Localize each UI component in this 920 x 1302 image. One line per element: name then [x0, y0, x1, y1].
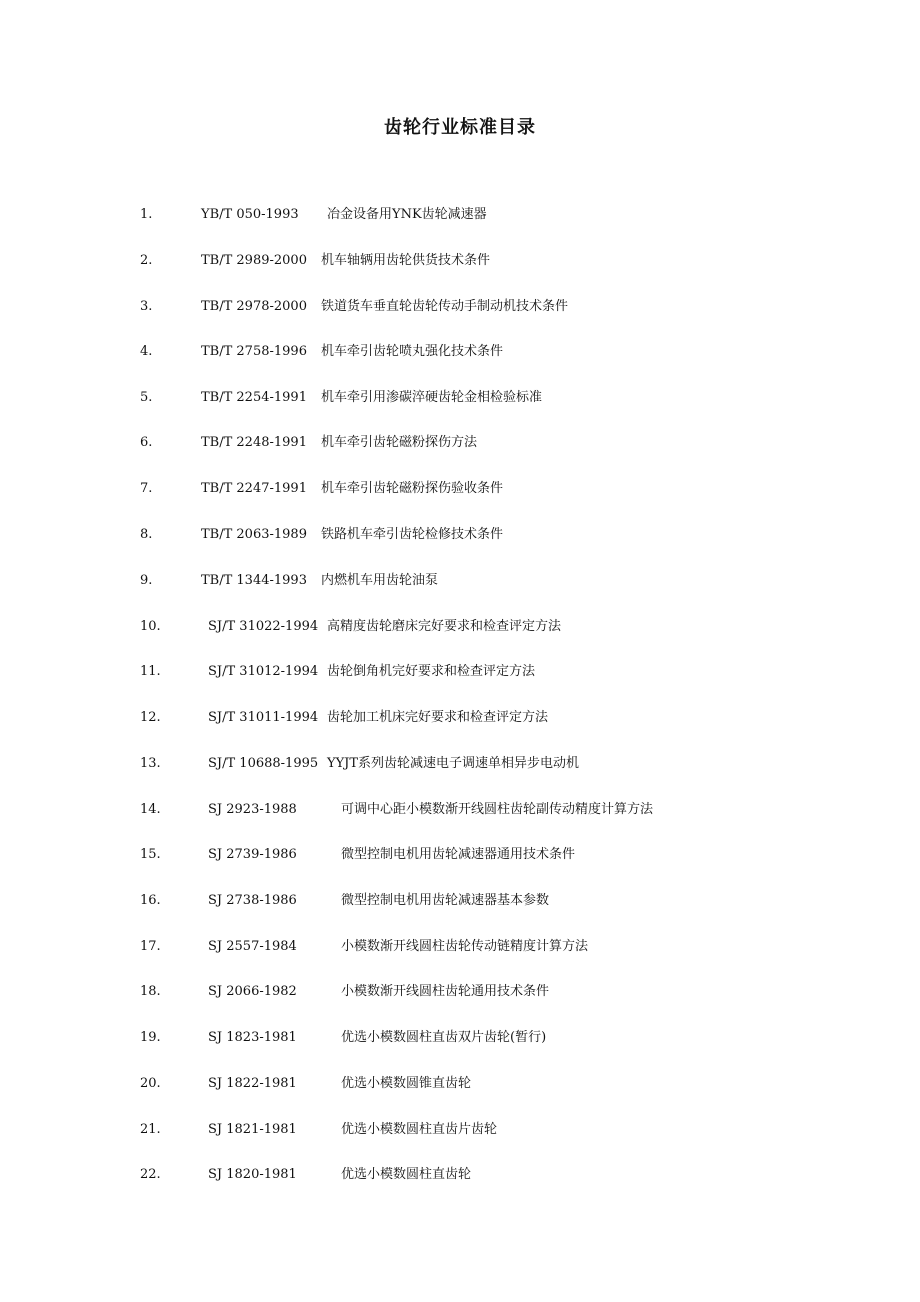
standard-name: 机车牵引用渗碳淬硬齿轮金相检验标准: [321, 390, 543, 405]
list-item: [0, 754, 920, 774]
list-item: [0, 800, 920, 820]
standard-code: SJ/T 31022-1994: [208, 619, 319, 634]
standard-code: TB/T 2063-1989: [201, 527, 307, 542]
standard-name: 齿轮加工机床完好要求和检查评定方法: [327, 710, 549, 725]
list-item: [0, 342, 920, 362]
list-item: [0, 479, 920, 499]
item-number: 15.: [140, 847, 161, 862]
item-number: 17.: [140, 939, 161, 954]
list-item: [0, 571, 920, 591]
list-item: [0, 1074, 920, 1094]
standard-code: SJ 1821-1981: [208, 1122, 297, 1137]
standard-code: TB/T 2247-1991: [201, 481, 307, 496]
standard-code: TB/T 2254-1991: [201, 390, 307, 405]
list-item: [0, 708, 920, 728]
list-item: [0, 1028, 920, 1048]
standard-code: SJ 2739-1986: [208, 847, 297, 862]
standard-code: TB/T 2758-1996: [201, 344, 307, 359]
list-item: [0, 662, 920, 682]
standard-name: 微型控制电机用齿轮减速器基本参数: [341, 893, 550, 908]
item-number: 3.: [140, 299, 153, 314]
page-title: 齿轮行业标准目录: [384, 117, 536, 138]
standard-name: 机车牵引齿轮磁粉探伤验收条件: [321, 481, 504, 496]
standard-code: TB/T 2989-2000: [201, 253, 307, 268]
standard-name: 机车牵引齿轮喷丸强化技术条件: [321, 344, 504, 359]
list-item: [0, 205, 920, 225]
list-item: [0, 937, 920, 957]
standard-code: SJ 1823-1981: [208, 1030, 297, 1045]
standard-name: 可调中心距小模数渐开线圆柱齿轮副传动精度计算方法: [341, 802, 654, 817]
standard-code: SJ/T 31012-1994: [208, 664, 319, 679]
item-number: 18.: [140, 984, 161, 999]
standard-name: 优选小模数圆锥直齿轮: [341, 1076, 472, 1091]
item-number: 10.: [140, 619, 161, 634]
list-item: [0, 1120, 920, 1140]
item-number: 9.: [140, 573, 153, 588]
standard-name: 内燃机车用齿轮油泵: [321, 573, 439, 588]
list-item: [0, 251, 920, 271]
standard-code: SJ 2738-1986: [208, 893, 297, 908]
standard-name: 高精度齿轮磨床完好要求和检查评定方法: [327, 619, 562, 634]
standard-name: 机车轴辆用齿轮供货技术条件: [321, 253, 491, 268]
standard-name: 优选小模数圆柱直齿双片齿轮(暂行): [341, 1030, 547, 1045]
standard-code: SJ/T 10688-1995: [208, 756, 319, 771]
list-item: [0, 388, 920, 408]
item-number: 13.: [140, 756, 161, 771]
item-number: 12.: [140, 710, 161, 725]
item-number: 8.: [140, 527, 153, 542]
standard-name: 优选小模数圆柱直齿片齿轮: [341, 1122, 498, 1137]
standard-name: 小模数渐开线圆柱齿轮传动链精度计算方法: [341, 939, 589, 954]
item-number: 5.: [140, 390, 153, 405]
standard-name: 冶金设备用YNK齿轮减速器: [327, 207, 487, 222]
list-item: [0, 982, 920, 1002]
item-number: 7.: [140, 481, 153, 496]
list-item: [0, 891, 920, 911]
list-item: [0, 525, 920, 545]
standard-code: SJ 1820-1981: [208, 1167, 297, 1182]
list-item: [0, 297, 920, 317]
item-number: 11.: [140, 664, 161, 679]
standard-name: 优选小模数圆柱直齿轮: [341, 1167, 472, 1182]
item-number: 19.: [140, 1030, 161, 1045]
standard-name: YYJT系列齿轮减速电子调速单相异步电动机: [327, 756, 580, 771]
standard-code: TB/T 1344-1993: [201, 573, 307, 588]
list-item: [0, 845, 920, 865]
standard-code: SJ 2066-1982: [208, 984, 297, 999]
standard-name: 微型控制电机用齿轮减速器通用技术条件: [341, 847, 576, 862]
standard-name: 小模数渐开线圆柱齿轮通用技术条件: [341, 984, 550, 999]
item-number: 1.: [140, 207, 153, 222]
item-number: 2.: [140, 253, 153, 268]
standard-code: SJ/T 31011-1994: [208, 710, 319, 725]
list-item: [0, 617, 920, 637]
item-number: 4.: [140, 344, 153, 359]
item-number: 16.: [140, 893, 161, 908]
standard-code: TB/T 2978-2000: [201, 299, 307, 314]
standard-name: 机车牵引齿轮磁粉探伤方法: [321, 435, 478, 450]
standard-code: SJ 1822-1981: [208, 1076, 297, 1091]
item-number: 14.: [140, 802, 161, 817]
standard-code: SJ 2923-1988: [208, 802, 297, 817]
standard-code: SJ 2557-1984: [208, 939, 297, 954]
item-number: 20.: [140, 1076, 161, 1091]
item-number: 21.: [140, 1122, 161, 1137]
list-item: [0, 433, 920, 453]
standard-code: TB/T 2248-1991: [201, 435, 307, 450]
standard-name: 铁路机车牵引齿轮检修技术条件: [321, 527, 504, 542]
standard-name: 齿轮倒角机完好要求和检查评定方法: [327, 664, 536, 679]
standard-code: YB/T 050-1993: [201, 207, 299, 222]
item-number: 6.: [140, 435, 153, 450]
item-number: 22.: [140, 1167, 161, 1182]
list-item: [0, 1165, 920, 1185]
standard-name: 铁道货车垂直轮齿轮传动手制动机技术条件: [321, 299, 569, 314]
